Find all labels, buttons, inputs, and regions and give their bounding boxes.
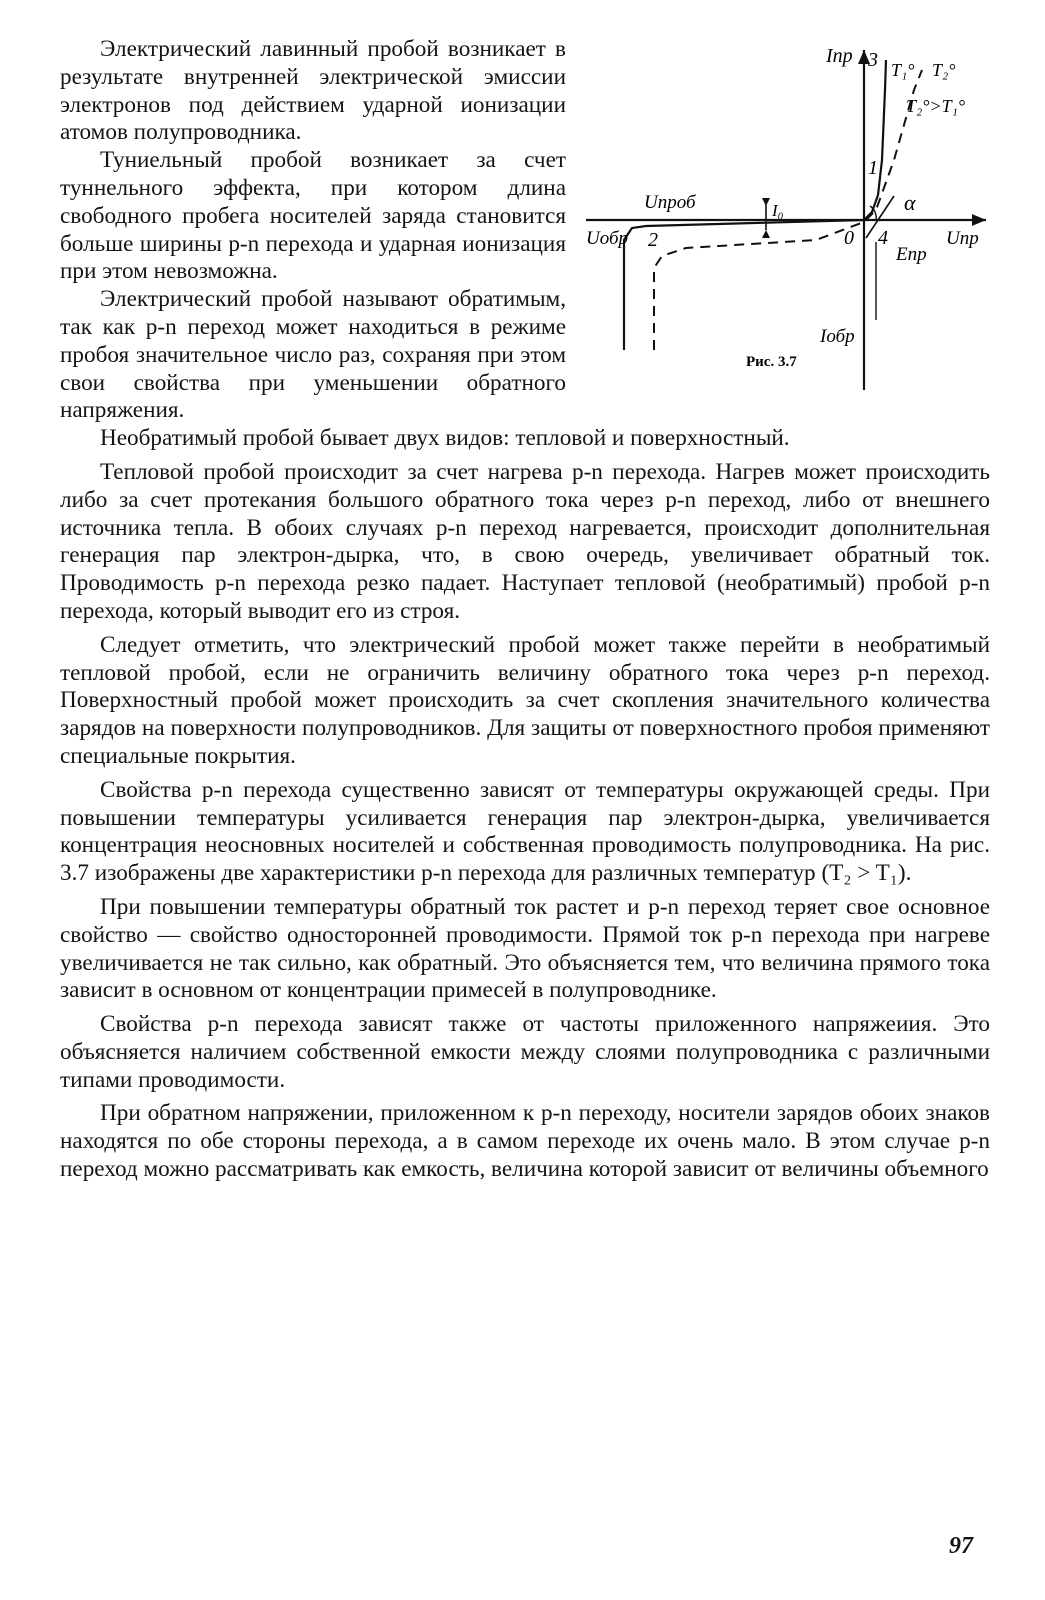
paragraph-6: Следует отметить, что электрический пробой может также перейти в необратимый тепловой пробой, если не ограничить величину обратного тока через p-n переход. Поверхностный пробой может происходить за счет скопления значительного количества зарядов на поверхности полупроводников. Для защиты от поверхностного пробоя применяют специальные покрытия. [60, 631, 990, 769]
paragraph-4: Необратимый пробой бывает двух видов: тепловой и поверхностный. [100, 425, 790, 452]
paragraph-1: Электрический лавинный пробой возникает в результате внутренней электрической эмиссии электронов под действием ударной ионизации атомов полупроводника. [60, 36, 566, 146]
paragraph-2: Туниельный пробой возникает за счет туннельного эффекта, при котором длина свободного пробега носителей заряда становится больше ширины p-n перехода и ударная ионизация при этом невозможна. [60, 147, 566, 285]
label-point-1: 1 [868, 157, 878, 179]
label-point-4: 4 [878, 227, 888, 249]
label-i-reverse: Iобр [820, 326, 855, 347]
voltage-axis-arrow [972, 214, 986, 226]
text-block [60, 36, 990, 1184]
label-i-zero: I₀ [772, 201, 784, 220]
page-number: 97 [949, 1533, 973, 1559]
paragraph-3: Электрический пробой называют обратимым, так как p-n переход может находиться в режиме пробоя значительное число раз, сохраняя при этом свои свойства при уменьшении обратного напряжения. [60, 286, 566, 424]
label-point-3: 3 [868, 49, 878, 71]
label-point-2: 2 [648, 229, 658, 251]
paragraph-8: При повышении температуры обратный ток растет и p-n переход теряет свое основное свойство — свойство односторонней проводимости. Прямой ток p-n перехода при нагреве увеличивается не так сильно, как обратный. Это объясняется тем, что величина прямого тока зависит в основном от концентрации примесей в полупроводнике. [60, 893, 990, 1004]
paragraph-10: При обратном напряжении, приложенном к p-n переходу, носители зарядов обоих знаков находятся по обе стороны перехода, а в самом переходе их очень мало. В этом случае p-n переход можно рассматривать как емкость, величина которой зависит от величины объемного [60, 1100, 990, 1183]
paragraph-9: Свойства p-n перехода зависят также от частоты приложенного напряжеиия. Это объясняется наличием собственной емкости между слоями полупроводника с различными типами проводимости. [60, 1011, 990, 1093]
label-i-forward: Iпр [826, 45, 853, 67]
paragraph-5: Тепловой пробой происходит за счет нагрева p-n перехода. Нагрев может происходить либо за счет протекания большого обратного тока через p-n переход, либо от внешнего источника тепла. В обоих случаях p-n переход нагревается, происходит дополнительная генерация пар электрон-дырка, что, в свою очередь, увеличивает обратный ток. Проводимость p-n перехода резко падает. Наступает тепловой (необратимый) пробой p-n перехода, который выводит его из строя. [60, 458, 990, 624]
label-zero: 0 [844, 227, 854, 249]
paragraph-7: Свойства p-n перехода существенно зависят от температуры окружающей среды. При повышении температуры усиливается генерация пар электрон-дырка, увеличивается концентрация неосновных носителей и собственная проводимость полупроводника. На рис. 3.7 изображены две характеристики p-n перехода для различных температур (T₂ > T₁). [60, 776, 990, 887]
label-u-reverse: Uобр [586, 228, 629, 249]
label-u-breakdown: Uпроб [644, 192, 696, 213]
label-t-relation: T₂°>T₁° [906, 96, 966, 116]
iv-characteristic-diagram [576, 30, 996, 400]
label-e-forward: Eпр [896, 244, 927, 265]
label-t1: T₁° [891, 60, 915, 80]
label-alpha: α [904, 190, 916, 215]
figure-3-7 [576, 30, 996, 400]
label-u-forward: Uпр [946, 228, 979, 249]
figure-caption: Рис. 3.7 [746, 354, 797, 370]
label-t2: T₂° [932, 60, 956, 80]
